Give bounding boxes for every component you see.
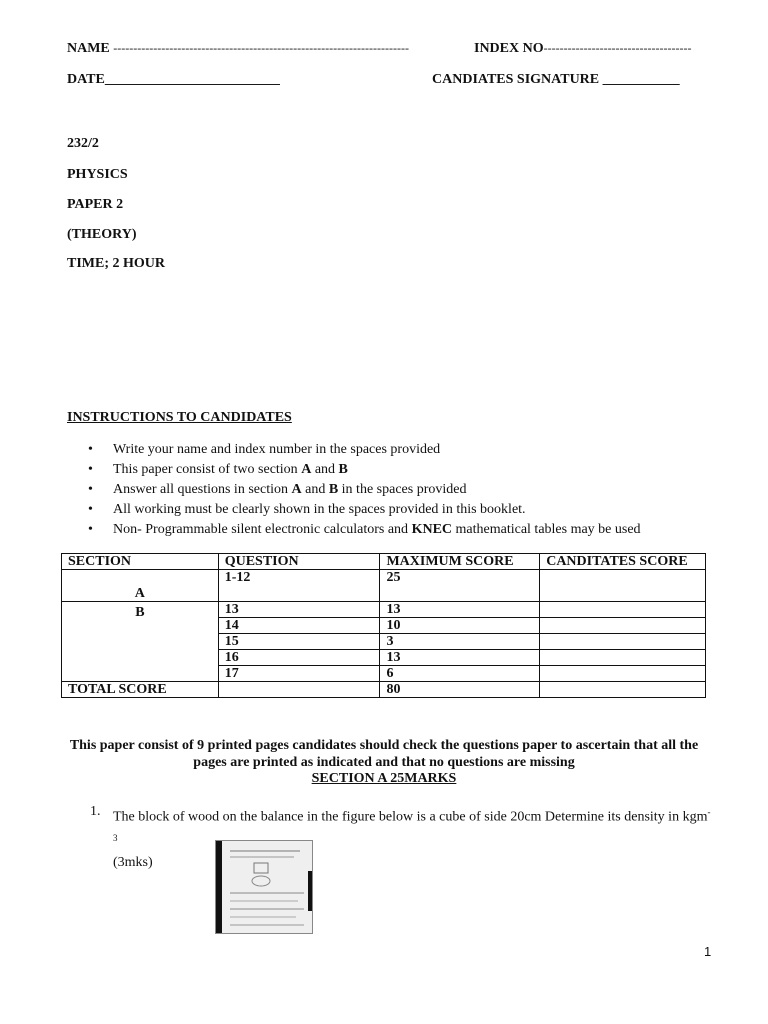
signature-line: ___________ <box>602 72 680 87</box>
instruction-bold: KNEC <box>411 522 453 537</box>
table-header-row <box>62 554 706 570</box>
section-b-label: B <box>62 602 219 682</box>
total-max: 80 <box>380 682 540 698</box>
instruction-text: and <box>311 462 339 477</box>
table-row <box>62 602 706 618</box>
question-superscript: -3 <box>113 807 711 843</box>
instruction-bold: B <box>338 462 348 477</box>
instruction-text: Non- Programmable silent electronic calculators and <box>113 522 412 537</box>
candidate-score-cell[interactable] <box>540 666 706 682</box>
notice-line-1: This paper consist of 9 printed pages candidates should check the questions paper to ascertain that all the <box>69 738 699 753</box>
figure-scan-graphic <box>216 841 312 933</box>
instruction-text: in the spaces provided <box>338 482 467 497</box>
table-row-total <box>62 682 706 698</box>
question-text: The block of wood on the balance in the figure below is a cube of side 20cm Determine its density in kgm <box>113 809 708 825</box>
question-number: 1. <box>90 804 101 819</box>
paper-type: (THEORY) <box>67 227 137 242</box>
instruction-item <box>88 521 641 541</box>
paper-subject: PHYSICS <box>67 167 128 182</box>
question-marks: (3mks) <box>113 855 153 871</box>
section-a-max: 25 <box>380 570 540 602</box>
paper-code: 232/2 <box>67 136 99 151</box>
question-cell: 17 <box>218 666 380 682</box>
instruction-text: All working must be clearly shown in the spaces provided in this booklet. <box>113 502 526 517</box>
instruction-bold: A <box>301 462 312 477</box>
max-score-cell: 6 <box>380 666 540 682</box>
page-number: 1 <box>704 944 712 959</box>
question-cell: 15 <box>218 634 380 650</box>
instructions-list <box>88 441 641 541</box>
name-field <box>67 41 409 57</box>
candidate-score-cell[interactable] <box>540 618 706 634</box>
instruction-bold: B <box>328 482 339 497</box>
instruction-text: This paper consist of two section <box>113 462 302 477</box>
paper-number: PAPER 2 <box>67 197 124 212</box>
index-line: ------------------------------------- <box>543 41 692 55</box>
table-row-section-a <box>62 570 706 602</box>
header-max-score: MAXIMUM SCORE <box>380 554 540 570</box>
instruction-item <box>88 441 641 461</box>
instructions-heading: INSTRUCTIONS TO CANDIDATES <box>67 410 292 425</box>
max-score-cell: 13 <box>380 602 540 618</box>
instruction-item <box>88 481 641 501</box>
notice-line-2: pages are printed as indicated and that no questions are missing <box>193 755 575 770</box>
max-score-cell: 13 <box>380 650 540 666</box>
date-label: DATE <box>67 72 105 87</box>
instruction-item <box>88 461 641 481</box>
instruction-text: Answer all questions in section <box>113 482 292 497</box>
date-line: _________________________ <box>104 72 280 87</box>
name-label: NAME <box>67 41 110 56</box>
total-question-cell <box>218 682 380 698</box>
balance-figure-image <box>215 840 313 934</box>
date-field <box>67 72 280 88</box>
candidate-score-cell[interactable] <box>540 650 706 666</box>
score-table <box>61 553 706 698</box>
header-question: QUESTION <box>218 554 380 570</box>
total-label: TOTAL SCORE <box>62 682 219 698</box>
section-a-label: A <box>62 570 219 602</box>
candidate-score-cell[interactable] <box>540 602 706 618</box>
instruction-item <box>88 501 641 521</box>
max-score-cell: 3 <box>380 634 540 650</box>
total-score-cell[interactable] <box>540 682 706 698</box>
signature-field <box>432 72 680 88</box>
question-text-block <box>113 802 713 873</box>
candidate-score-cell[interactable] <box>540 634 706 650</box>
instruction-bold: A <box>291 482 302 497</box>
section-a-question: 1-12 <box>218 570 380 602</box>
name-line: -------------------------------------------------------------------------- <box>113 41 409 55</box>
instruction-text: and <box>301 482 329 497</box>
instruction-text: Write your name and index number in the spaces provided <box>113 442 441 457</box>
section-a-score-cell[interactable] <box>540 570 706 602</box>
question-cell: 13 <box>218 602 380 618</box>
max-score-cell: 10 <box>380 618 540 634</box>
signature-label: CANDIATES SIGNATURE <box>432 72 600 87</box>
index-field <box>474 41 691 57</box>
paper-time: TIME; 2 HOUR <box>67 256 165 271</box>
instruction-text: mathematical tables may be used <box>452 522 641 537</box>
section-a-heading: SECTION A 25MARKS <box>311 771 457 786</box>
index-label: INDEX NO <box>474 41 544 56</box>
header-candidates-score: CANDITATES SCORE <box>540 554 706 570</box>
question-cell: 16 <box>218 650 380 666</box>
header-section: SECTION <box>62 554 219 570</box>
question-cell: 14 <box>218 618 380 634</box>
